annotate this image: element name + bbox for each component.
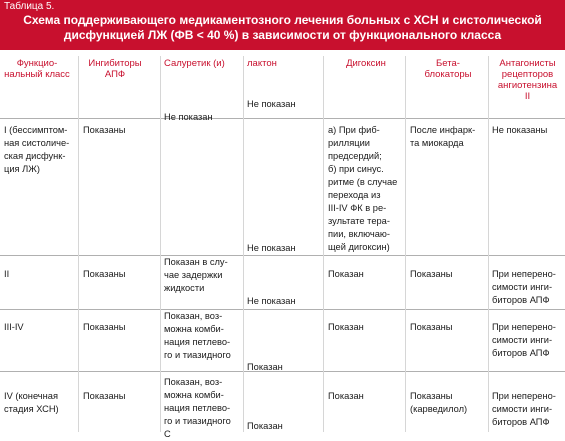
cell-r4-digoxin: Показан bbox=[328, 391, 364, 401]
cell-r4-spiro: Показан bbox=[247, 421, 283, 431]
cell-r4-class: IV (конечная стадия ХСН) bbox=[4, 391, 59, 414]
column-divider bbox=[323, 56, 324, 432]
cell-r1-arb: Не показаны bbox=[492, 125, 548, 135]
cell-r3-ace: Показаны bbox=[83, 322, 126, 332]
cell-r4-ace: Показаны bbox=[83, 391, 126, 401]
col-header-digoxin: Дигоксин bbox=[346, 58, 386, 69]
cell-r2-ace: Показаны bbox=[83, 269, 126, 279]
cell-spiro-top: Не показан bbox=[247, 99, 296, 109]
cell-r2-class: II bbox=[4, 269, 10, 279]
table-title bbox=[0, 13, 565, 43]
cell-r3-digoxin: Показан bbox=[328, 322, 364, 332]
cell-r2-beta: Показаны bbox=[410, 269, 453, 279]
cell-r2-digoxin: Показан bbox=[328, 269, 364, 279]
cell-r4-diuretic: Показан, воз- можна комби- нация петлево- го и тиазидного С bbox=[164, 377, 231, 439]
col-header-ace: Ингибиторы АПФ bbox=[88, 58, 142, 80]
col-header-beta: Бета- блокаторы bbox=[424, 58, 472, 80]
column-divider bbox=[243, 56, 244, 432]
cell-r3-spiro: Показан bbox=[247, 362, 283, 372]
cell-r1-spiro: Не показан bbox=[247, 243, 296, 253]
column-divider bbox=[405, 56, 406, 432]
column-divider bbox=[78, 56, 79, 432]
cell-r1-diuretic: Не показан bbox=[164, 112, 213, 122]
table-title-line: дисфункцией ЛЖ (ФВ < 40 %) в зависимости от функционального класса bbox=[63, 28, 502, 42]
col-header-class: Функцио- нальный класс bbox=[4, 58, 70, 80]
header-divider bbox=[0, 118, 565, 119]
column-divider bbox=[488, 56, 489, 432]
column-divider bbox=[160, 56, 161, 432]
row-divider bbox=[0, 309, 565, 310]
cell-r3-beta: Показаны bbox=[410, 322, 453, 332]
cell-r2-diuretic: Показан в слу- чае задержки жидкости bbox=[164, 257, 228, 293]
cell-r3-arb: При неперено- симости инги- биторов АПФ bbox=[492, 322, 556, 358]
cell-r1-beta: После инфарк- та миокарда bbox=[410, 125, 476, 148]
table-number: Таблица 5. bbox=[4, 1, 55, 12]
row-divider bbox=[0, 255, 565, 256]
cell-r4-beta: Показаны (карведилол) bbox=[410, 391, 468, 414]
cell-r3-class: III-IV bbox=[4, 322, 24, 332]
cell-r2-spiro: Не показан bbox=[247, 296, 296, 306]
cell-r3-diuretic: Показан, воз- можна комби- нация петлево- го и тиазидного bbox=[164, 311, 231, 360]
col-header-diuretic: Салуретик (и) bbox=[164, 58, 225, 69]
table-title-banner bbox=[0, 0, 565, 50]
cell-r1-ace: Показаны bbox=[83, 125, 126, 135]
cell-r2-arb: При неперено- симости инги- биторов АПФ bbox=[492, 269, 556, 305]
cell-r1-class: I (бессимптом- ная систоличе- ская дисфунк- ция ЛЖ) bbox=[4, 125, 70, 174]
table-title-line: Схема поддерживающего медикаментозного лечения больных с ХСН и систолической bbox=[23, 13, 542, 27]
cell-r4-arb: При неперено- симости инги- биторов АПФ bbox=[492, 391, 556, 427]
col-header-arb: Антагонисты рецепторов ангиотензина II bbox=[497, 58, 558, 102]
cell-r1-digoxin: а) При фиб- рилляции предсердий; б) при синус. ритме (в случае перехода из III-IV ФК в ре- зультате тера- пии, включаю- щей дигоксин) bbox=[328, 125, 398, 252]
col-header-spiro: лактон bbox=[247, 58, 277, 69]
